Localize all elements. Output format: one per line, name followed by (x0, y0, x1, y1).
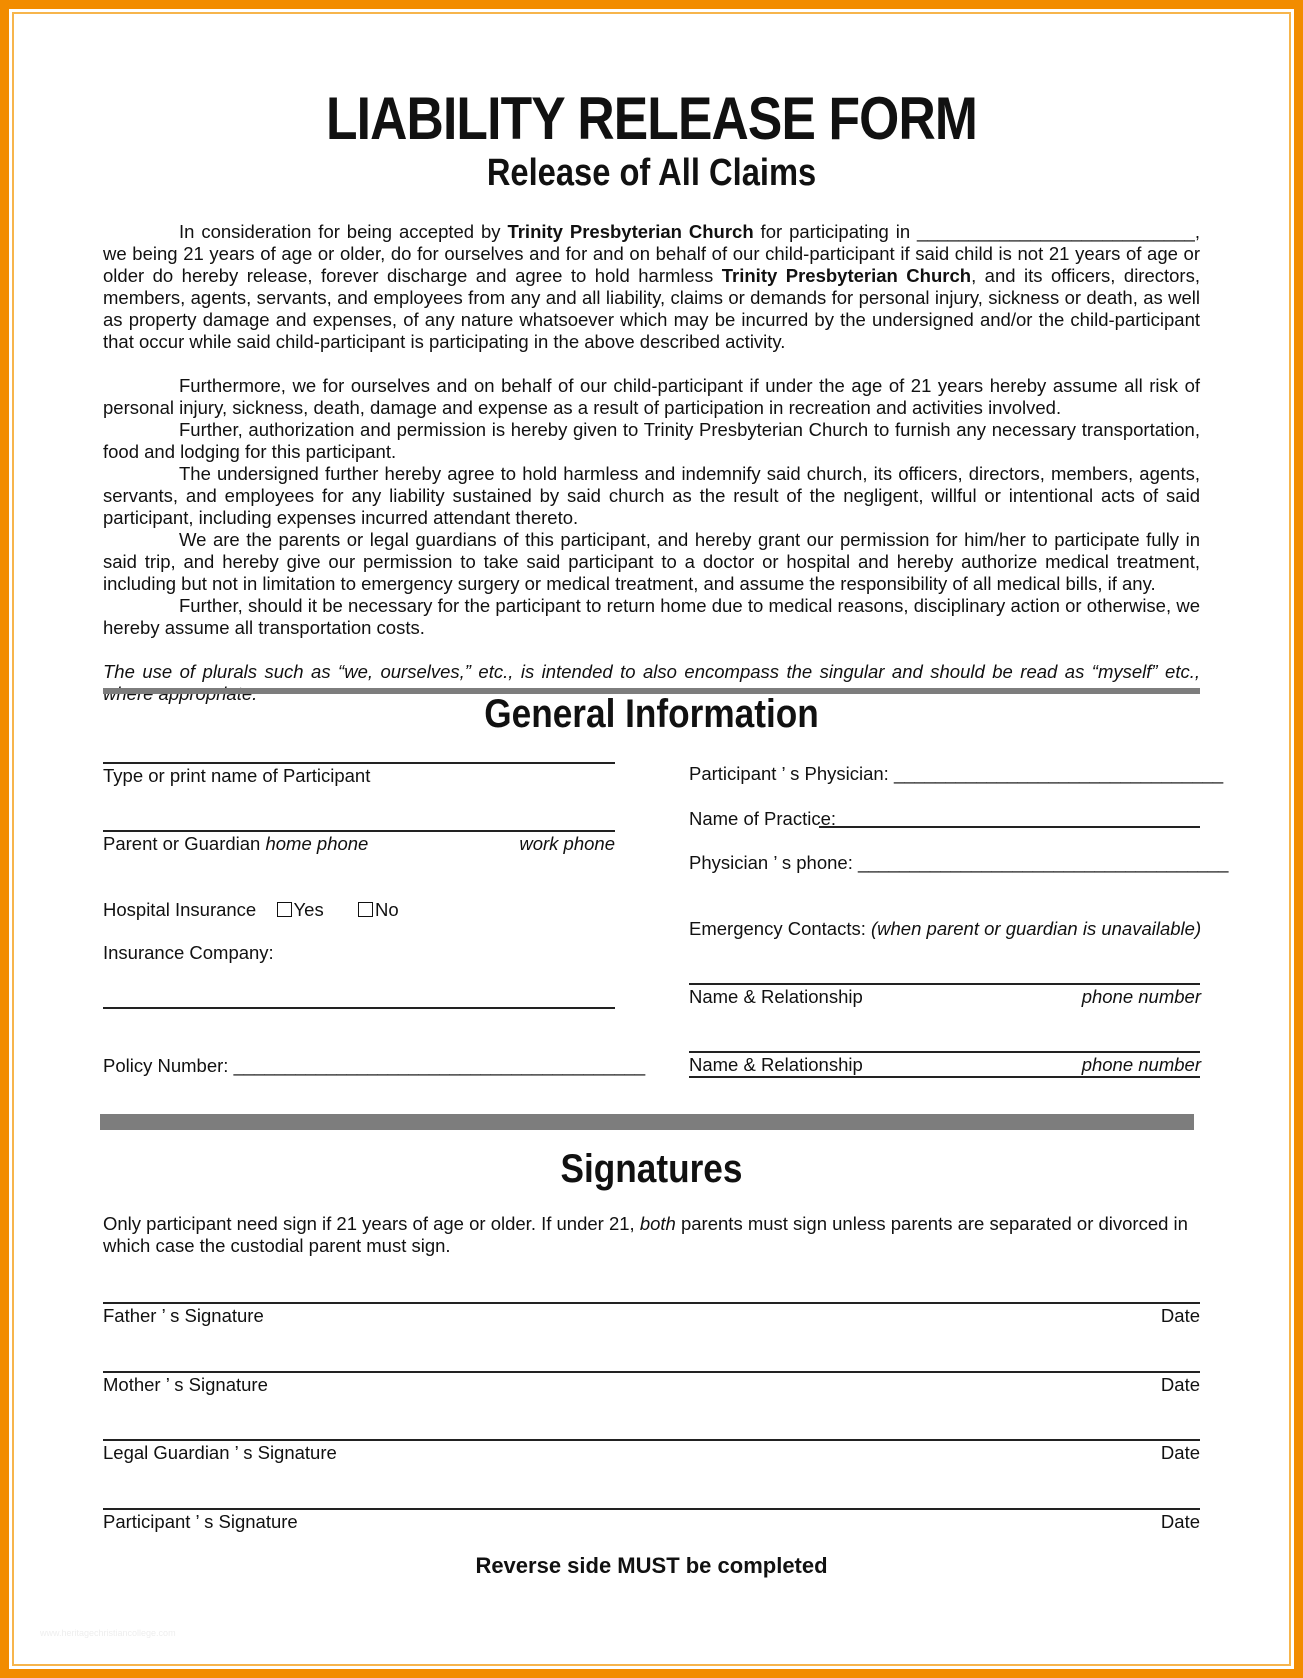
church-name: Trinity Presbyterian Church (721, 265, 972, 286)
policy-number-field[interactable]: Policy Number: ________________________________________ (103, 1055, 646, 1076)
emergency-contact-1-field[interactable] (689, 983, 1200, 985)
form-subtitle: Release of All Claims (486, 152, 817, 194)
release-text (103, 221, 1200, 705)
phone-number-label-1: phone number (1081, 986, 1201, 1007)
no-label: No (374, 899, 399, 920)
release-paragraph-1 (103, 221, 1200, 353)
father-signature-field[interactable] (103, 1302, 1200, 1304)
physician-phone-field[interactable]: Physician ’ s phone: ____________________________________ (689, 852, 1229, 873)
mother-signature-label: Mother ’ s Signature (103, 1374, 268, 1395)
mother-signature-field[interactable] (103, 1371, 1200, 1373)
signatures-intro (103, 1213, 1200, 1257)
parent-guardian-text: Parent or Guardian (103, 833, 266, 854)
church-name: Trinity Presbyterian Church (507, 221, 754, 242)
general-info-title: General Information (484, 692, 819, 736)
insurance-company-field[interactable] (103, 1007, 615, 1009)
hospital-insurance-row (103, 899, 399, 921)
emergency-contact-2-field[interactable] (689, 1051, 1200, 1053)
release-p1-c: , and its officers, directors, members, agents, servants, and employees from any and all liability, claims or demands for personal injury, sickness or death, as well as property damage and expenses, of any nature whatsoever which may be incurred by the undersigned and/or the child-participant that occur while said child-participant is participating in the above described activity. (103, 265, 1200, 352)
name-relationship-label-2: Name & Relationship (689, 1054, 863, 1075)
release-paragraph-4: The undersigned further hereby agree to hold harmless and indemnify said church, its officers, directors, members, agents, servants, and employees for any liability sustained by said church as the result of the negligent, willful or intentional acts of said participant, including expenses incurred attendant thereto. (103, 463, 1200, 528)
reverse-side-notice: Reverse side MUST be completed (475, 1553, 828, 1578)
plurals-note: The use of plurals such as “we, ourselves,” etc., is intended to also encompass the singular and should be read as “myself” etc., (103, 661, 1200, 682)
yes-label: Yes (293, 899, 324, 920)
insurance-yes-checkbox[interactable] (277, 902, 292, 917)
date-label: Date (1160, 1305, 1200, 1326)
practice-label: Name of Practice: (689, 808, 837, 829)
participant-signature-field[interactable] (103, 1508, 1200, 1510)
practice-field[interactable] (819, 826, 1200, 828)
release-paragraph-6: Further, should it be necessary for the participant to return home due to medical reasons, disciplinary action or otherwise, we hereby assume all transportation costs. (103, 595, 1200, 638)
date-label: Date (1160, 1442, 1200, 1463)
emergency-contacts-note: (when parent or guardian is unavailable) (871, 918, 1202, 939)
emergency-contacts-text: Emergency Contacts: (689, 918, 871, 939)
hospital-insurance-label: Hospital Insurance (103, 899, 257, 920)
parent-phone-field[interactable] (103, 830, 615, 832)
release-p1-b: for participating in ___________________________, we being 21 years of age or older, do for ourselves and for and on behalf of our child-participant if said child is not 21 years of age or older do hereby release, forever discharge and agree to hold harmless (103, 221, 1200, 286)
signatures-title: Signatures (560, 1147, 743, 1191)
intro-both: both (639, 1213, 676, 1234)
intro-text-a: Only participant need sign if 21 years of age or older. If under 21, (103, 1213, 640, 1234)
physician-field[interactable]: Participant ’ s Physician: ________________________________ (689, 763, 1224, 784)
intro-text-b: parents must sign unless parents are separated or divorced in which case the custodial parent must sign. (103, 1213, 1188, 1256)
name-relationship-label-1: Name & Relationship (689, 986, 863, 1007)
parent-guardian-label (103, 833, 368, 855)
date-label: Date (1160, 1374, 1200, 1395)
release-paragraph-5: We are the parents or legal guardians of this participant, and hereby grant our permission for him/her to participate fully in said trip, and hereby give our permission to take said participant to a doctor or hospital and hereby authorize medical treatment, including but not in limitation to emergency surgery or medical treatment, and assume the responsibility of all medical bills, if any. (103, 529, 1200, 594)
phone-number-label-2: phone number (1081, 1054, 1201, 1075)
insurance-company-label: Insurance Company: (103, 942, 274, 963)
section-divider-signatures (100, 1114, 1194, 1130)
guardian-signature-field[interactable] (103, 1439, 1200, 1441)
participant-name-label: Type or print name of Participant (103, 765, 371, 786)
guardian-signature-label: Legal Guardian ’ s Signature (103, 1442, 337, 1463)
participant-name-field[interactable] (103, 762, 615, 764)
release-paragraph-2: Furthermore, we for ourselves and on behalf of our child-participant if under the age of 21 years hereby assume all risk of personal injury, sickness, death, damage and expense as a result of participation in recreation and activities involved. (103, 375, 1200, 418)
participant-signature-label: Participant ’ s Signature (103, 1511, 298, 1532)
home-phone-label: home phone (265, 833, 369, 854)
date-label: Date (1160, 1511, 1200, 1532)
emergency-contacts-label (689, 918, 1201, 940)
release-paragraph-3: Further, authorization and permission is hereby given to Trinity Presbyterian Church to furnish any necessary transportation, food and lodging for this participant. (103, 419, 1200, 462)
insurance-no-checkbox[interactable] (358, 902, 373, 917)
watermark-text: www.heritagechristiancollege.com (40, 1628, 176, 1638)
contact-underline (689, 1076, 1200, 1078)
release-p1-a: In consideration for being accepted by (179, 221, 508, 242)
form-title: LIABILITY RELEASE FORM (326, 85, 977, 152)
work-phone-label: work phone (519, 833, 615, 854)
father-signature-label: Father ’ s Signature (103, 1305, 264, 1326)
